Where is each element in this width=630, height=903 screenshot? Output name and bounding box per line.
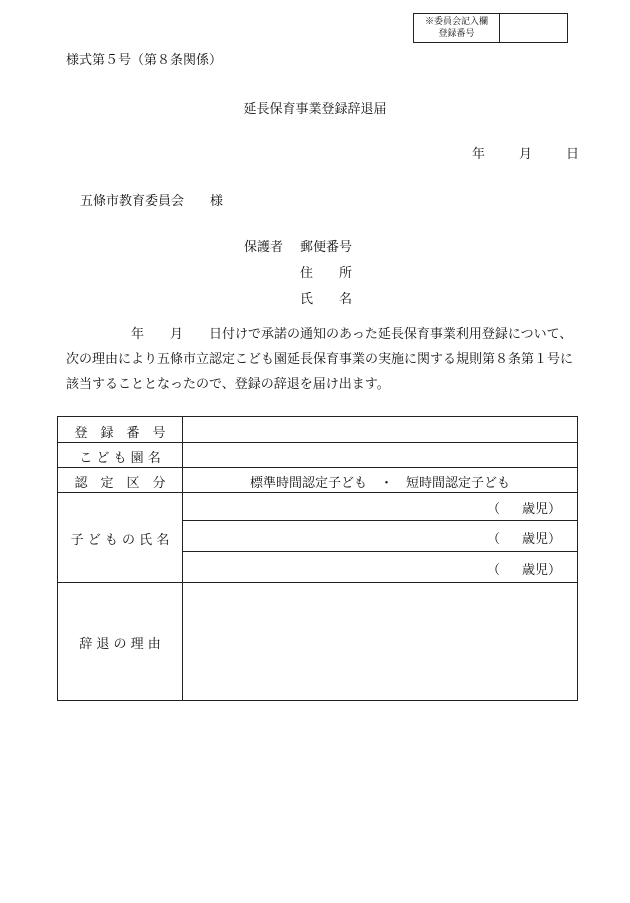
age-open-paren: （ [486,563,500,578]
withdrawal-reason-label: 辞 退 の 理 由 [79,637,161,652]
child-name-label: 子 ど も の 氏 名 [70,533,170,548]
date-year: 年 [472,147,486,162]
form-number: 様式第５号（第８条関係） [66,53,223,68]
row-divider [58,467,577,468]
school-name-field[interactable] [183,443,577,467]
date-line [472,143,579,162]
postal-code-label: 郵便番号 [300,240,353,255]
registration-number-label: 登 録 番 号 [74,426,166,441]
date-month: 月 [519,147,533,162]
age-suffix: 歳児） [521,532,561,547]
office-use-label-line1: ※委員会記入欄 [424,17,488,27]
office-use-box [413,13,568,43]
office-use-label-line2: 登録番号 [438,29,475,39]
body-text: 年 月 日付けで承諾の通知のあった延長保育事業利用登録について、次の理由により五條市立認定こども園延長保育事業の実施に関する規則第８条第１号に該当することとなったので、登録の辞退を届け出ます。 [66,327,574,392]
date-day: 日 [566,147,580,162]
withdrawal-reason-field[interactable] [183,583,577,700]
addressee: 五條市教育委員会 様 [80,194,224,209]
registration-number-field[interactable] [183,417,577,442]
certification-category-value[interactable]: 標準時間認定子ども ・ 短時間認定子ども [249,476,510,491]
withdrawal-form-table [57,416,578,701]
office-use-label [414,14,500,42]
child-name-row-2[interactable] [183,521,577,551]
age-suffix: 歳児） [521,563,561,578]
document-title: 延長保育事業登録辞退届 [243,102,387,117]
name-label: 氏 名 [300,292,353,307]
age-open-paren: （ [486,502,500,517]
certification-category-label: 認 定 区 分 [74,476,166,491]
child-name-row-1[interactable] [183,493,577,520]
school-name-label: こ ど も 園 名 [79,451,161,466]
guardian-block [244,235,352,313]
age-open-paren: （ [486,532,500,547]
address-label: 住 所 [300,266,353,281]
age-suffix: 歳児） [521,502,561,517]
child-name-row-3[interactable] [183,552,577,582]
office-registration-number-field [500,14,567,42]
guardian-role: 保護者 [244,240,284,255]
